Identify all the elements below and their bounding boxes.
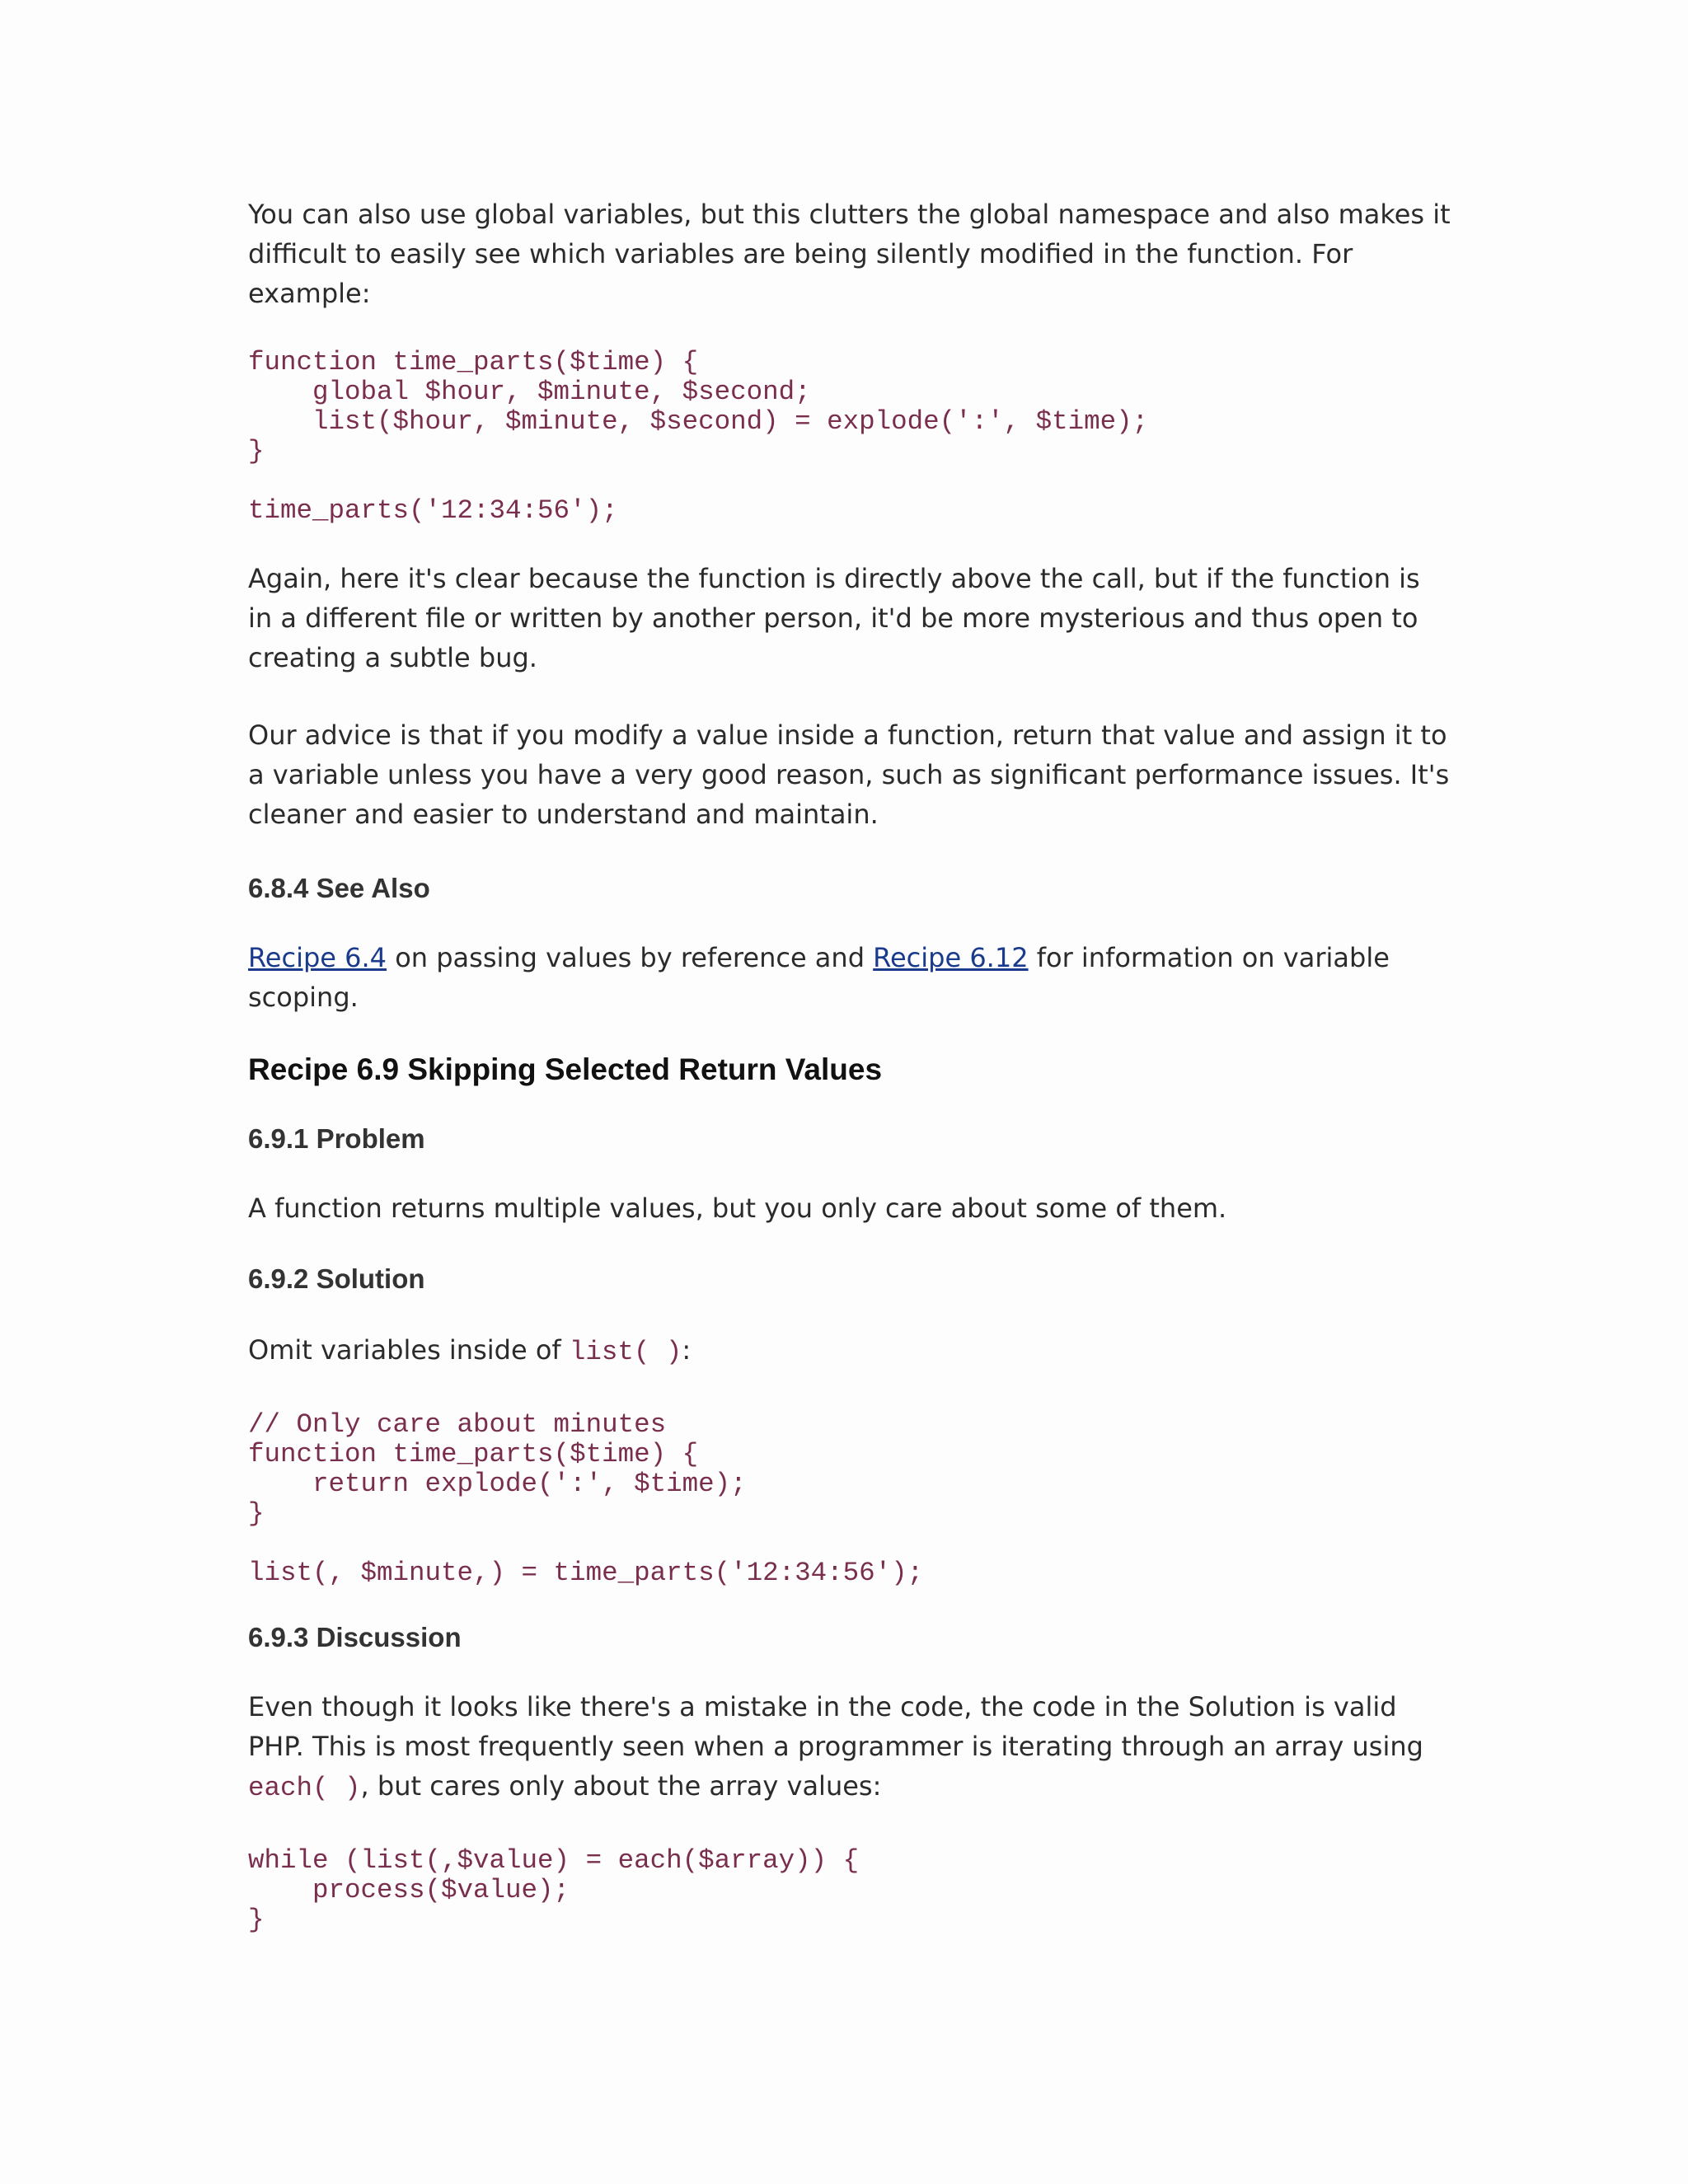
solution-text (248, 1330, 1451, 1372)
intro-paragraph: You can also use global variables, but this clutters the global namespace and also makes it difficult to easily see which variables are being silently modified in the function. For example: (248, 199, 1451, 309)
code-block-global-call: time_parts('12:34:56'); (248, 495, 618, 526)
code-block-solution-call: list(, $minute,) = time_parts('12:34:56'); (248, 1558, 924, 1588)
solution-heading: 6.9.2 Solution (248, 1263, 425, 1294)
solution-text-before: Omit variables inside of (248, 1334, 570, 1366)
inline-code-list: list( ) (569, 1337, 682, 1367)
discussion-text-after: , but cares only about the array values: (360, 1770, 882, 1802)
code-block-solution: // Only care about minutes function time_parts($time) { return explode(':', $time); } (248, 1409, 747, 1529)
discussion-text (248, 1687, 1451, 1808)
code-block-discussion: while (list(,$value) = each($array)) { process($value); } (248, 1845, 860, 1935)
problem-text: A function returns multiple values, but you only care about some of them. (248, 1193, 1227, 1224)
see-also-text-2: for information on variable scoping. (248, 942, 1390, 1013)
see-also-paragraph (248, 938, 1451, 1017)
code-block-global: function time_parts($time) { global $hour, $minute, $second; list($hour, $minute, $second) = explode(':', $time); } (248, 347, 1149, 466)
see-also-heading: 6.8.4 See Also (248, 873, 430, 903)
inline-code-each: each( ) (248, 1773, 361, 1803)
see-also-text-1: on passing values by reference and (387, 942, 874, 973)
solution-text-after: : (682, 1334, 692, 1366)
discussion-heading: 6.9.3 Discussion (248, 1622, 462, 1652)
recipe-6-12-link[interactable]: Recipe 6.12 (873, 942, 1029, 973)
recipe-title: Recipe 6.9 Skipping Selected Return Values (248, 1052, 883, 1086)
document-page (248, 194, 1451, 1935)
problem-heading: 6.9.1 Problem (248, 1123, 425, 1154)
advice-paragraph: Our advice is that if you modify a value inside a function, return that value and assign it to a variable unless you have a very good reason, such as significant performance issues. It's cleaner and easier to understand and maintain. (248, 719, 1450, 830)
discussion-text-before: Even though it looks like there's a mistake in the code, the code in the Solution is valid PHP. This is most frequently seen when a programmer is iterating through an array using (248, 1691, 1423, 1762)
again-paragraph: Again, here it's clear because the function is directly above the call, but if the function is in a different file or written by another person, it'd be more mysterious and thus open to creating a subtle bug. (248, 563, 1420, 673)
recipe-6-4-link[interactable]: Recipe 6.4 (248, 942, 387, 973)
